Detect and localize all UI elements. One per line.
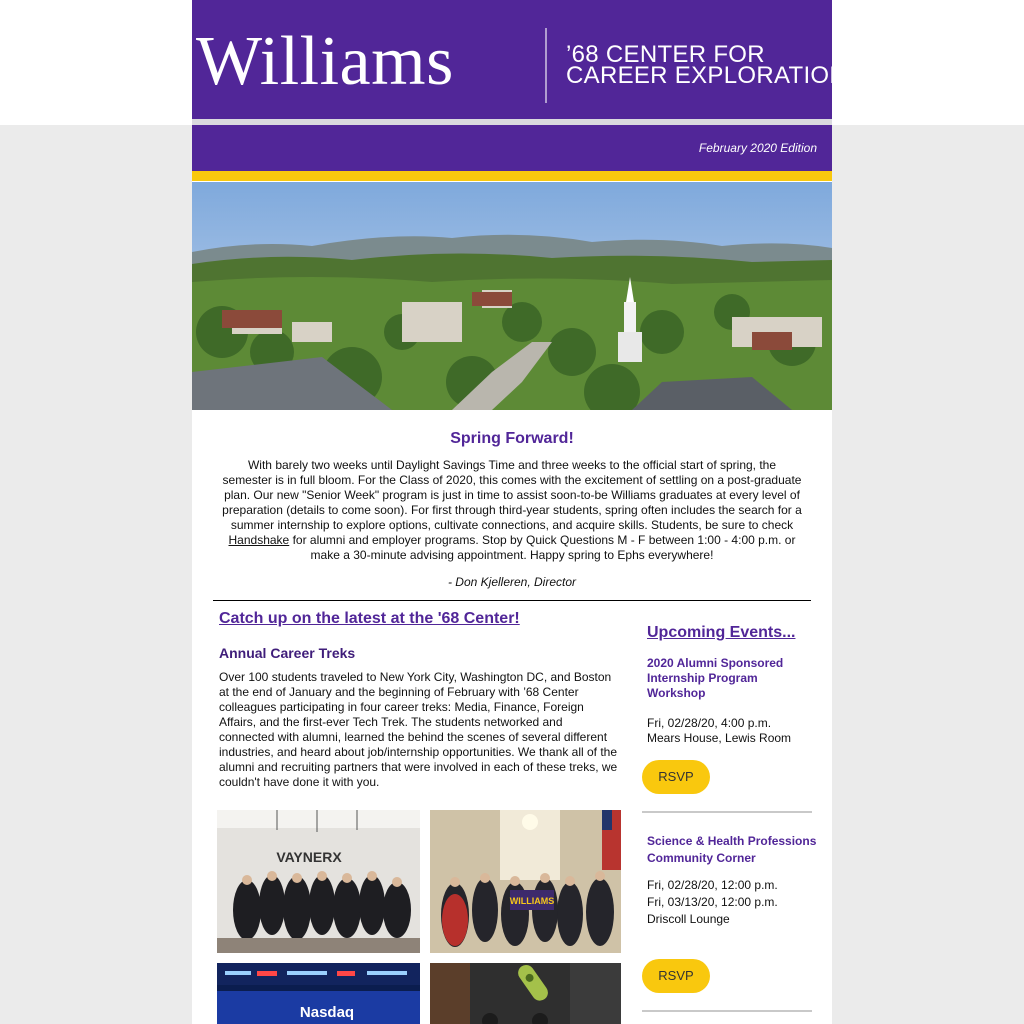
campus-hero-photo: [192, 182, 832, 410]
trek-photo-rocket: [430, 963, 621, 1024]
williams-wordmark: Williams: [196, 23, 454, 100]
upcoming-events-title[interactable]: Upcoming Events...: [647, 624, 796, 641]
event-datetime: Fri, 02/28/20, 4:00 p.m.: [647, 716, 772, 730]
edition-label: February 2020 Edition: [698, 141, 817, 155]
event-datetime: Fri, 02/28/20, 12:00 p.m.: [647, 878, 778, 892]
event-location: Mears House, Lewis Room: [647, 731, 792, 745]
event-location: Driscoll Lounge: [647, 912, 730, 926]
rsvp-button[interactable]: RSVP: [642, 760, 710, 794]
nasdaq-sign: Nasdaq: [299, 1004, 355, 1021]
gold-divider: [192, 171, 832, 181]
newsletter: [192, 0, 848, 1024]
event-divider: [642, 1010, 812, 1012]
section-title-link[interactable]: Catch up on the latest at the '68 Center!: [219, 610, 520, 627]
event-name[interactable]: Science & Health Professions Community Corner: [647, 834, 817, 865]
intro-body: [222, 458, 802, 563]
event-divider: [642, 811, 812, 813]
trek-photo-nasdaq: [217, 963, 420, 1024]
article-title: Annual Career Treks: [219, 645, 356, 661]
trek-photo-williams-banner: [430, 810, 621, 953]
event-item: [647, 656, 817, 746]
masthead: [192, 0, 848, 119]
williams-banner-text: WILLIAMS: [509, 896, 555, 906]
event-name[interactable]: 2020 Alumni Sponsored Internship Program Workshop: [647, 656, 784, 700]
edition-bar: [192, 125, 832, 171]
article-body: Over 100 students traveled to New York City, Washington DC, and Boston at the end of January and the beginning of February with ’68 Center colleagues participating in four career treks: Media, Finance, Foreign Affairs, and the first-ever Tech Trek. The students networked and connected with alumni, learned the behind the scenes of several different industries, and heard about job/internship opportunities. We thank all of the alumni and recruiting partners that were involved in each of these treks, we couldn't have done it with you.: [219, 670, 618, 789]
intro-text-part2: for alumni and employer programs. Stop by Quick Questions M - F between 1:00 - 4:00 p.m. or make a 30-minute advising appointment. Happy spring to Ephs everywhere!: [289, 533, 796, 562]
director-signature: - Don Kjelleren, Director: [447, 575, 577, 589]
center-name-line2: CAREER EXPLORATION: [566, 62, 848, 89]
rsvp-button[interactable]: RSVP: [642, 959, 710, 993]
handshake-link[interactable]: Handshake: [228, 533, 290, 547]
center-name: [566, 41, 848, 89]
masthead-divider: [545, 28, 547, 103]
vaynerx-sign: VAYNERX: [276, 849, 342, 865]
center-name-line1: ’68 CENTER FOR: [566, 41, 765, 68]
section-divider: [213, 600, 811, 601]
trek-photo-vaynerx: [217, 810, 420, 953]
event-datetime: Fri, 03/13/20, 12:00 p.m.: [647, 895, 778, 909]
event-item: [647, 833, 817, 928]
intro-title: Spring Forward!: [450, 430, 574, 447]
intro-text-part1: With barely two weeks until Daylight Savings Time and three weeks to the official start of spring, the semester is in full bloom. For the Class of 2020, this comes with the excitement of settling on a post-graduate plan. Our new "Senior Week" program is just in time to assist soon-to-be Williams graduates at every level of preparation (details to come soon). For first through third-year students, spring often includes the search for a summer internship to explore options, cultivate connections, and acquire skills. Students, be sure to check: [222, 458, 802, 532]
